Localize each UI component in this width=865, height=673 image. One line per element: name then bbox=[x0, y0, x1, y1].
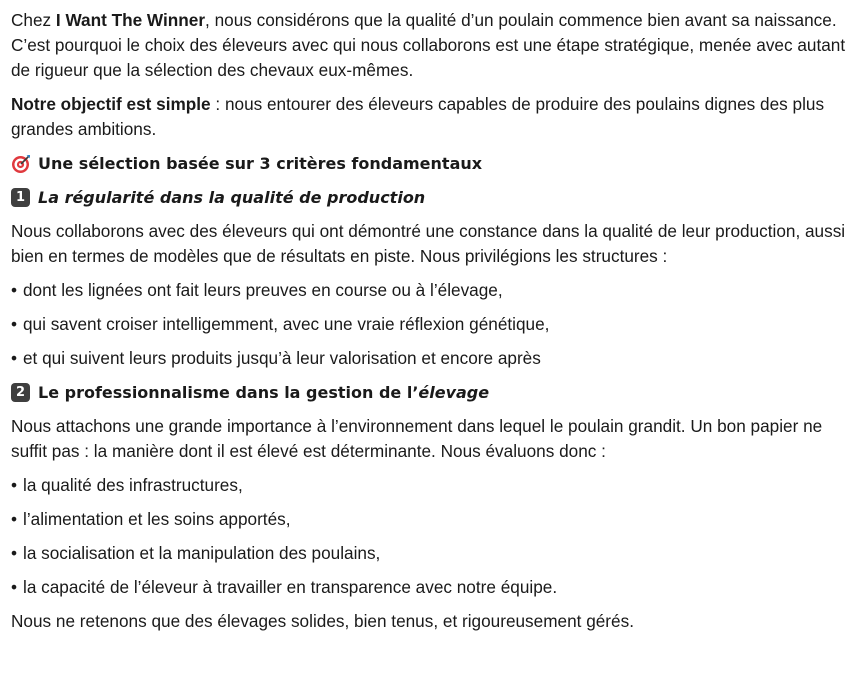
objective-text: : nous entourer des éleveurs capables de produire des poulains dignes des plus grandes ambitions. bbox=[11, 94, 825, 139]
keycap-2-icon: 2 bbox=[11, 383, 30, 402]
list-item-text: et qui suivent leurs produits jusqu’à leur valorisation et encore après bbox=[23, 348, 541, 368]
intro-paragraph bbox=[11, 8, 855, 83]
bullet-dot: • bbox=[11, 475, 18, 495]
list-item-text: la capacité de l’éleveur à travailler en transparence avec notre équipe. bbox=[23, 577, 558, 597]
closing-paragraph: Nous ne retenons que des élevages solides, bien tenus, et rigoureusement gérés. bbox=[11, 611, 634, 631]
criterion-2-title bbox=[11, 380, 855, 405]
criterion-1-title bbox=[11, 185, 855, 210]
brand-name: I Want The Winner bbox=[55, 10, 206, 30]
bullet-dot: • bbox=[11, 543, 18, 563]
intro-text: , nous considérons que la qualité d’un poulain commence bien avant sa naissance. C’est pourquoi le choix des éleveurs avec qui nous collaborons est une étape stratégique, menée avec autant de rigueur que la sélection des chevaux eux-mêmes. bbox=[11, 10, 846, 80]
list-item bbox=[11, 278, 855, 303]
list-item bbox=[11, 312, 855, 337]
intro-prefix: Chez bbox=[11, 10, 56, 30]
list-item-text: la socialisation et la manipulation des poulains, bbox=[23, 543, 381, 563]
list-item-text: la qualité des infrastructures, bbox=[23, 475, 243, 495]
criterion-2-title-italic: élevage bbox=[418, 383, 490, 402]
bullet-dot: • bbox=[11, 280, 18, 300]
objective-label: Notre objectif est simple bbox=[11, 94, 211, 114]
bullet-dot: • bbox=[11, 509, 18, 529]
list-item-text: qui savent croiser intelligemment, avec une vraie réflexion génétique, bbox=[23, 314, 550, 334]
criterion-2-text: Nous attachons une grande importance à l’environnement dans lequel le poulain grandit. Un bon papier ne suffit pas : la manière dont il est élevé est déterminante. Nous évaluons donc : bbox=[11, 416, 823, 461]
objective-paragraph bbox=[11, 92, 855, 142]
criterion-1-text: Nous collaborons avec des éleveurs qui ont démontré une constance dans la qualité de leur production, aussi bien en termes de modèles que de résultats en piste. Nous privilégions les structures : bbox=[11, 221, 846, 266]
bullet-dot: • bbox=[11, 577, 18, 597]
list-item bbox=[11, 346, 855, 371]
bullet-dot: • bbox=[11, 314, 18, 334]
list-item bbox=[11, 473, 855, 498]
target-icon bbox=[11, 154, 31, 174]
criterion-2-title-text: Le professionnalisme dans la gestion de l’ bbox=[38, 383, 419, 402]
criterion-1-title-text: La régularité dans la qualité de production bbox=[38, 188, 426, 207]
keycap-1-icon: 1 bbox=[11, 188, 30, 207]
list-item-text: dont les lignées ont fait leurs preuves en course ou à l’élevage, bbox=[23, 280, 503, 300]
section-title bbox=[11, 151, 855, 176]
bullet-dot: • bbox=[11, 348, 18, 368]
list-item bbox=[11, 541, 855, 566]
list-item bbox=[11, 575, 855, 600]
section-title-text: Une sélection basée sur 3 critères fondamentaux bbox=[38, 154, 483, 173]
list-item bbox=[11, 507, 855, 532]
list-item-text: l’alimentation et les soins apportés, bbox=[23, 509, 291, 529]
